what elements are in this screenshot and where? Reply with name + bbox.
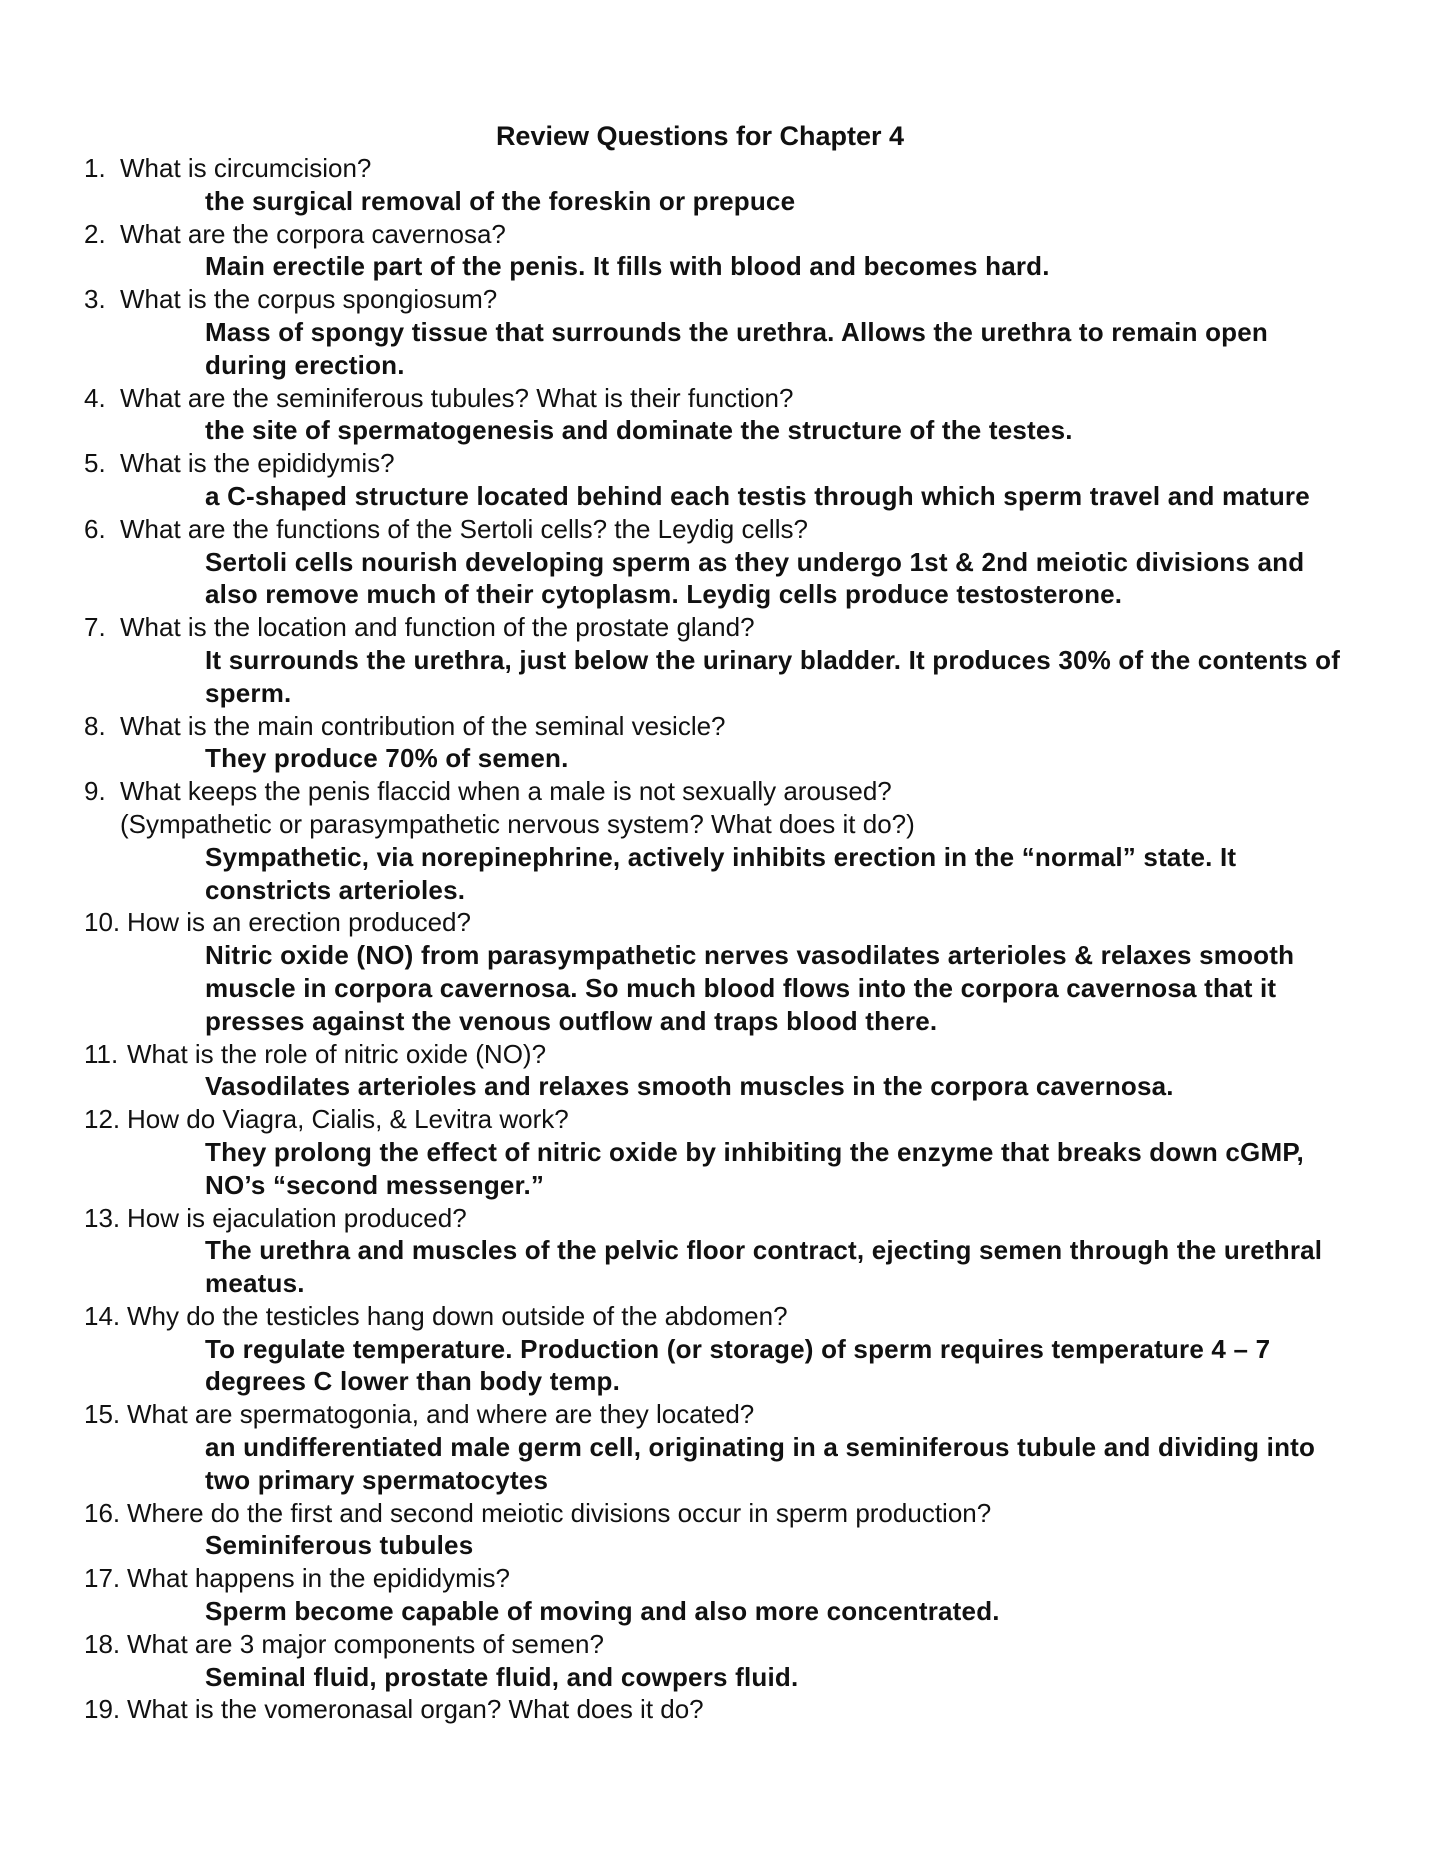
question-number: 6. (84, 513, 106, 544)
list-item (84, 1103, 1374, 1201)
answer-text: They produce 70% of semen. (205, 743, 569, 774)
question-number: 13. (84, 1202, 121, 1233)
answer-text: To regulate temperature. Production (or storage) of sperm requires temperature 4 – 7 degrees C lower than body temp. (205, 1333, 1271, 1397)
answer-text: a C-shaped structure located behind each testis through which sperm travel and mature (205, 480, 1310, 511)
question-text: What are 3 major components of semen? (127, 1628, 604, 1659)
question-text: Why do the testicles hang down outside of the abdomen? (127, 1300, 788, 1331)
question-number: 15. (84, 1399, 121, 1430)
answer-text: the site of spermatogenesis and dominate the structure of the testes. (205, 415, 1073, 446)
question-text: What keeps the penis flaccid when a male is not sexually aroused? (Sympathetic or parasympathetic nervous system? What does it do?) (120, 776, 915, 839)
list-item (84, 382, 1374, 448)
question-text: What is the role of nitric oxide (NO)? (127, 1038, 547, 1069)
list-item (84, 906, 1374, 1037)
answer-text: Main erectile part of the penis. It fills with blood and becomes hard. (205, 251, 1050, 282)
list-item (84, 1628, 1374, 1694)
question-text: What are the seminiferous tubules? What is their function? (120, 382, 794, 413)
question-number: 1. (84, 153, 106, 183)
answer-text: Mass of spongy tissue that surrounds the urethra. Allows the urethra to remain open during erection. (205, 316, 1269, 380)
answer-text: the surgical removal of the foreskin or prepuce (205, 185, 796, 216)
question-text: How is ejaculation produced? (127, 1202, 467, 1233)
answer-text: Nitric oxide (NO) from parasympathetic nerves vasodilates arterioles & relaxes smooth muscle in corpora cavernosa. So much blood flows into the corpora cavernosa that it presses against the venous outflow and traps blood there. (205, 940, 1295, 1036)
list-item (84, 1497, 1374, 1563)
answer-text: Sertoli cells nourish developing sperm as they undergo 1st & 2nd meiotic divisions and also remove much of their cytoplasm. Leydig cells produce testosterone. (205, 546, 1305, 610)
list-item (84, 1038, 1374, 1104)
list-item (84, 513, 1374, 611)
question-text: What is circumcision? (120, 153, 372, 183)
list-item (84, 1562, 1374, 1628)
list-item (84, 152, 1374, 218)
question-number: 16. (84, 1497, 121, 1528)
list-item (84, 1300, 1374, 1398)
answer-text: They prolong the effect of nitric oxide by inhibiting the enzyme that breaks down cGMP, NO’s “second messenger.” (205, 1136, 1304, 1200)
list-item (84, 1202, 1374, 1300)
answer-text: Seminal fluid, prostate fluid, and cowpers fluid. (205, 1661, 799, 1692)
question-number: 11. (84, 1038, 119, 1069)
question-number: 8. (84, 710, 106, 741)
answer-text: Vasodilates arterioles and relaxes smooth muscles in the corpora cavernosa. (205, 1071, 1174, 1102)
question-text: What happens in the epididymis? (127, 1563, 511, 1594)
list-item (84, 710, 1374, 776)
list-item (84, 611, 1374, 709)
question-number: 17. (84, 1563, 121, 1594)
list-item (84, 775, 1374, 906)
answer-text: Sympathetic, via norepinephrine, actively inhibits erection in the “normal” state. It constricts arterioles. (205, 841, 1237, 905)
question-text: What is the vomeronasal organ? What does it do? (127, 1694, 704, 1725)
question-text: What is the epididymis? (120, 448, 395, 479)
question-number: 2. (84, 218, 106, 249)
question-text: What is the location and function of the prostate gland? (120, 612, 755, 643)
answer-text: Sperm become capable of moving and also more concentrated. (205, 1596, 1000, 1627)
question-text: What is the main contribution of the seminal vesicle? (120, 710, 726, 741)
page-title: Review Questions for Chapter 4 (495, 121, 905, 151)
list-item (84, 218, 1374, 284)
question-text: What are the functions of the Sertoli cells? the Leydig cells? (120, 513, 808, 544)
question-text: What are the corpora cavernosa? (120, 218, 506, 249)
list-item (84, 1693, 1374, 1726)
answer-text: The urethra and muscles of the pelvic floor contract, ejecting semen through the urethral meatus. (205, 1235, 1323, 1299)
question-number: 4. (84, 382, 106, 413)
question-text: How is an erection produced? (127, 907, 471, 938)
answer-text: an undifferentiated male germ cell, originating in a seminiferous tubule and dividing into two primary spermatocytes (205, 1432, 1316, 1495)
list-item (84, 1398, 1374, 1496)
question-text: How do Viagra, Cialis, & Levitra work? (127, 1104, 569, 1135)
question-text: What is the corpus spongiosum? (120, 284, 498, 315)
question-number: 12. (84, 1104, 121, 1135)
answer-text: Seminiferous tubules (205, 1530, 474, 1561)
question-number: 3. (84, 284, 106, 315)
question-number: 7. (84, 612, 106, 643)
question-number: 10. (84, 907, 121, 938)
question-number: 19. (84, 1694, 121, 1725)
list-item (84, 447, 1374, 513)
list-item (84, 283, 1374, 381)
question-number: 18. (84, 1628, 121, 1659)
question-text: Where do the first and second meiotic divisions occur in sperm production? (127, 1497, 992, 1528)
question-number: 9. (84, 776, 106, 807)
answer-text: It surrounds the urethra, just below the urinary bladder. It produces 30% of the contents of sperm. (205, 644, 1341, 708)
question-text: What are spermatogonia, and where are they located? (127, 1399, 755, 1430)
question-list (84, 152, 1374, 1726)
question-number: 14. (84, 1300, 121, 1331)
question-number: 5. (84, 448, 106, 479)
